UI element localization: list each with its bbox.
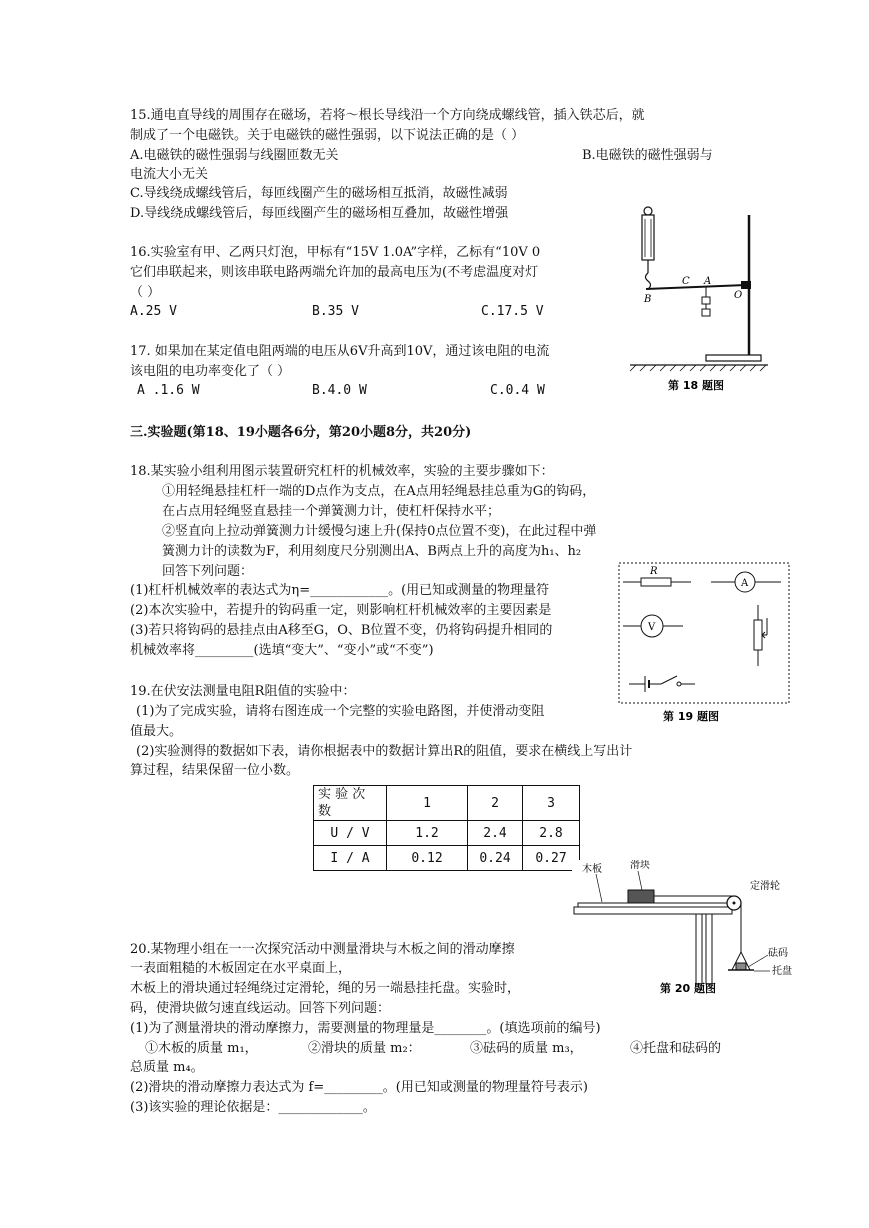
figure-19-circuit-components: [615, 560, 791, 726]
q20-stem-line2: 一表面粗糙的木板固定在水平桌面上，: [130, 961, 352, 976]
q17-option-c: C.0.4 W: [490, 383, 545, 398]
q20-stem-line1: 20.某物理小组在一一次探究活动中测量滑块与木板之间的滑动摩擦: [130, 942, 515, 957]
figure-19-caption: 第 19 题图: [663, 710, 719, 723]
q20-sub3: (3)该实验的理论依据是：_____________。: [130, 1100, 376, 1115]
label-slider: 滑块: [630, 860, 650, 871]
q17-option-a: A .1.6 W: [137, 383, 200, 398]
q18-answer-prompt: 回答下列问题：: [162, 564, 254, 579]
section-3-title: 三.实验题(第18、19小题各6分，第20小题8分，共20分): [130, 425, 472, 440]
figure-18-lever-apparatus: [628, 205, 768, 395]
q17-stem-line2: 该电阻的电功率变化了（ ）: [130, 364, 291, 379]
q20-opt2: ②滑块的质量 m₂：: [308, 1041, 421, 1056]
q16-option-c: C.17.5 V: [481, 304, 544, 319]
table-cell: 1.2: [387, 821, 468, 846]
table-row: [314, 846, 580, 871]
table-col-header: 1: [387, 786, 468, 821]
q15-option-c: C.导线绕成螺线管后，每匝线圈产生的磁场相互抵消，故磁性减弱: [130, 186, 508, 201]
q18-sub3-line1: (3)若只将钩码的悬挂点由A移至G，O、B位置不变，仍将钩码提升相同的: [130, 623, 553, 638]
q18-stem: 18.某实验小组利用图示装置研究杠杆的机械效率，实验的主要步骤如下：: [130, 464, 554, 479]
q16-option-b: B.35 V: [312, 304, 359, 319]
figure-18-caption: 第 18 题图: [668, 379, 724, 392]
q15-option-a: A.电磁铁的磁性强弱与线圈匝数无关: [130, 148, 339, 163]
q20-opt1: ①木板的质量 m₁，: [145, 1041, 258, 1056]
q20-sub1: (1)为了测量滑块的滑动摩擦力，需要测量的物理量是________。(填选项前的编号): [130, 1021, 601, 1036]
label-r: R: [650, 566, 658, 577]
q18-sub2: (2)本次实验中，若提升的钩码重一定，则影响杠杆机械效率的主要因素是: [130, 603, 552, 618]
q18-sub3-line2: 机械效率将_________(选填“变大”、“变小”或“不变”): [130, 643, 434, 658]
label-weight: 砝码: [768, 948, 788, 959]
ammeter-icon: A: [741, 578, 749, 589]
q18-step1-line1: ①用轻绳悬挂杠杆一端的D点作为支点，在A点用轻绳悬挂总重为G的钩码，: [162, 484, 596, 499]
table-header-row: [314, 786, 580, 821]
q20-opt3: ③砝码的质量 m₃，: [470, 1041, 583, 1056]
voltmeter-icon: V: [648, 622, 656, 633]
q20-stem-line4: 码，使滑块做匀速直线运动。回答下列问题：: [130, 1001, 391, 1016]
table-header-cell: [314, 786, 387, 821]
table-header-label-1: 实 验 次: [318, 787, 366, 802]
q20-sub2: (2)滑块的滑动摩擦力表达式为 f=_________。(用已知或测量的物理量符号表示): [130, 1080, 588, 1095]
table-col-header: 3: [523, 786, 580, 821]
q16-option-a: A.25 V: [130, 304, 177, 319]
q19-data-table: [313, 785, 580, 871]
label-b: B: [644, 294, 652, 305]
q17-stem-line1: 17. 如果加在某定值电阻两端的电压从6V升高到10V，通过该电阻的电流: [130, 344, 550, 359]
table-col-header: 2: [468, 786, 523, 821]
table-cell: 2.4: [468, 821, 523, 846]
label-board: 木板: [582, 864, 602, 875]
table-cell: 0.27: [523, 846, 580, 871]
q19-stem: 19.在伏安法测量电阻R阻值的实验中：: [130, 684, 356, 699]
table-row: [314, 821, 580, 846]
q16-stem-line1: 16.实验室有甲、乙两只灯泡，甲标有“15V 1.0A”字样，乙标有“10V 0: [130, 245, 541, 260]
q19-sub1-line1: (1)为了完成实验，请将右图连成一个完整的实验电路图，并使滑动变阻: [136, 704, 545, 719]
q19-sub1-line2: 值最大。: [130, 724, 183, 739]
table-row-label: I / A: [314, 846, 387, 871]
q20-opt4: ④托盘和砝码的: [630, 1041, 722, 1056]
q18-sub1: (1)杠杆机械效率的表达式为η=____________。(用已知或测量的物理量符: [130, 583, 550, 598]
q16-answer-paren: （ ）: [130, 285, 161, 300]
q20-opt4-cont: 总质量 m₄。: [130, 1060, 204, 1075]
table-cell: 0.12: [387, 846, 468, 871]
q15-option-b: B.电磁铁的磁性强弱与: [582, 148, 713, 163]
label-tray: 托盘: [772, 966, 792, 977]
q18-step2-line2: 簧测力计的读数为F，利用刻度尺分别测出A、B两点上升的高度为h₁、h₂: [162, 544, 582, 559]
q16-stem-line2: 它们串联起来，则该串联电路两端允许加的最高电压为(不考虑温度对灯: [130, 265, 539, 280]
q17-option-b: B.4.0 W: [312, 383, 367, 398]
q15-option-d: D.导线绕成螺线管后，每匝线圈产生的磁场相互叠加，故磁性增强: [130, 206, 509, 221]
label-o: O: [734, 290, 743, 301]
q19-sub2-line1: (2)实验测得的数据如下表，请你根据表中的数据计算出R的阻值，要求在横线上写出计: [136, 744, 633, 759]
q18-step1-line2: 在占点用轻绳竖直悬挂一个弹簧测力计，使杠杆保持水平；: [162, 504, 501, 519]
table-cell: 2.8: [523, 821, 580, 846]
table-row-label: U / V: [314, 821, 387, 846]
q15-option-b-cont: 电流大小无关: [130, 167, 209, 182]
q19-sub2-line2: 算过程，结果保留一位小数。: [130, 763, 300, 778]
label-a: A: [704, 276, 712, 287]
table-cell: 0.24: [468, 846, 523, 871]
q20-stem-line3: 木板上的滑块通过轻绳绕过定滑轮，绳的另一端悬挂托盘。实验时，: [130, 981, 521, 996]
q15-stem-line1: 15.通电直导线的周围存在磁场，若将～根长导线沿一个方向绕成螺线管，插入铁芯后，就: [130, 108, 645, 123]
figure-20-friction-apparatus: [572, 860, 814, 1000]
q15-stem-line2: 制成了一个电磁铁。关于电磁铁的磁性强弱，以下说法正确的是（ ）: [130, 128, 525, 143]
label-c: C: [682, 276, 690, 287]
table-header-label-2: 数: [318, 804, 332, 819]
label-pulley: 定滑轮: [750, 881, 780, 892]
q18-step2-line1: ②竖直向上拉动弹簧测力计缓慢匀速上升(保持0点位置不变)，在此过程中弹: [162, 524, 597, 539]
figure-20-caption: 第 20 题图: [660, 982, 716, 995]
